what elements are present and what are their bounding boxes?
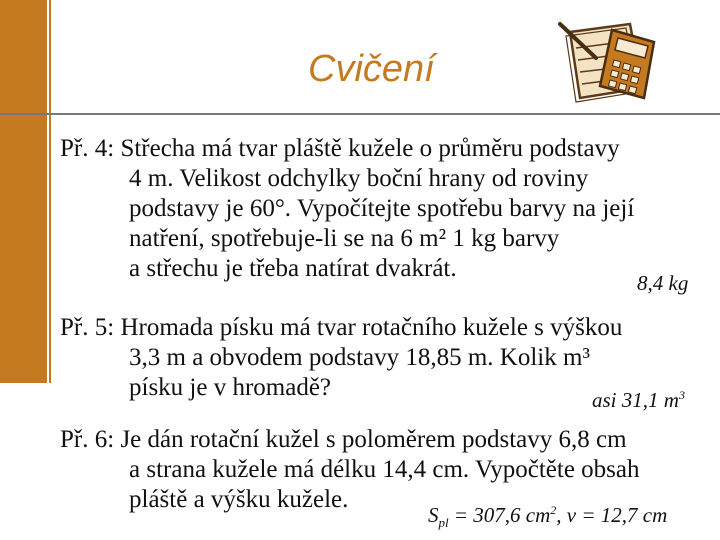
exercise-4-answer: 8,4 kg bbox=[637, 271, 689, 295]
exercise-line: a strana kužele má délku 14,4 cm. Vypočtěte obsah bbox=[129, 456, 640, 483]
exercise-5 bbox=[60, 313, 622, 403]
answer-subscript: pl bbox=[438, 515, 449, 531]
notepad-calculator-icon bbox=[556, 18, 668, 104]
exercise-line bbox=[60, 134, 634, 164]
exercise-line: pláště a výšku kužele. bbox=[129, 486, 349, 513]
exercise-5-answer bbox=[592, 388, 685, 413]
accent-side-bar bbox=[0, 0, 47, 383]
exercise-label: Př. 4: bbox=[60, 135, 115, 162]
exercise-6-answer bbox=[428, 503, 667, 531]
exercise-line: podstavy je 60°. Vypočítejte spotřebu barvy na její bbox=[129, 195, 635, 222]
page-title: Cvičení bbox=[308, 48, 435, 90]
exercise-line: písku je v hromadě? bbox=[129, 374, 332, 401]
exercise-line: a střechu je třeba natírat dvakrát. bbox=[129, 255, 457, 282]
exercise-line bbox=[60, 425, 640, 455]
answer-s: S bbox=[428, 503, 439, 527]
exercise-text: Je dán rotační kužel s poloměrem podstavy 6,8 cm bbox=[120, 426, 627, 453]
answer-superscript: 3 bbox=[678, 388, 685, 402]
exercise-line: natření, spotřebuje-li se na 6 m² 1 kg barvy bbox=[129, 225, 560, 252]
title-divider bbox=[0, 113, 720, 115]
answer-superscript: 2 bbox=[550, 503, 557, 517]
exercise-line: 4 m. Velikost odchylky boční hrany od roviny bbox=[129, 165, 589, 192]
exercise-line: 3,3 m a obvodem podstavy 18,85 m. Kolik m³ bbox=[129, 344, 590, 371]
exercise-4 bbox=[60, 134, 634, 284]
answer-mid: = 307,6 cm bbox=[448, 503, 551, 527]
exercise-text: Hromada písku má tvar rotačního kužele s výškou bbox=[120, 314, 623, 341]
answer-end: , v = 12,7 cm bbox=[556, 503, 668, 527]
exercise-line bbox=[60, 313, 622, 343]
exercise-text: Střecha má tvar pláště kužele o průměru podstavy bbox=[120, 135, 620, 162]
exercise-label: Př. 6: bbox=[60, 426, 115, 453]
exercise-label: Př. 5: bbox=[60, 314, 115, 341]
answer-text: asi 31,1 m bbox=[592, 388, 679, 412]
exercise-6 bbox=[60, 425, 640, 515]
